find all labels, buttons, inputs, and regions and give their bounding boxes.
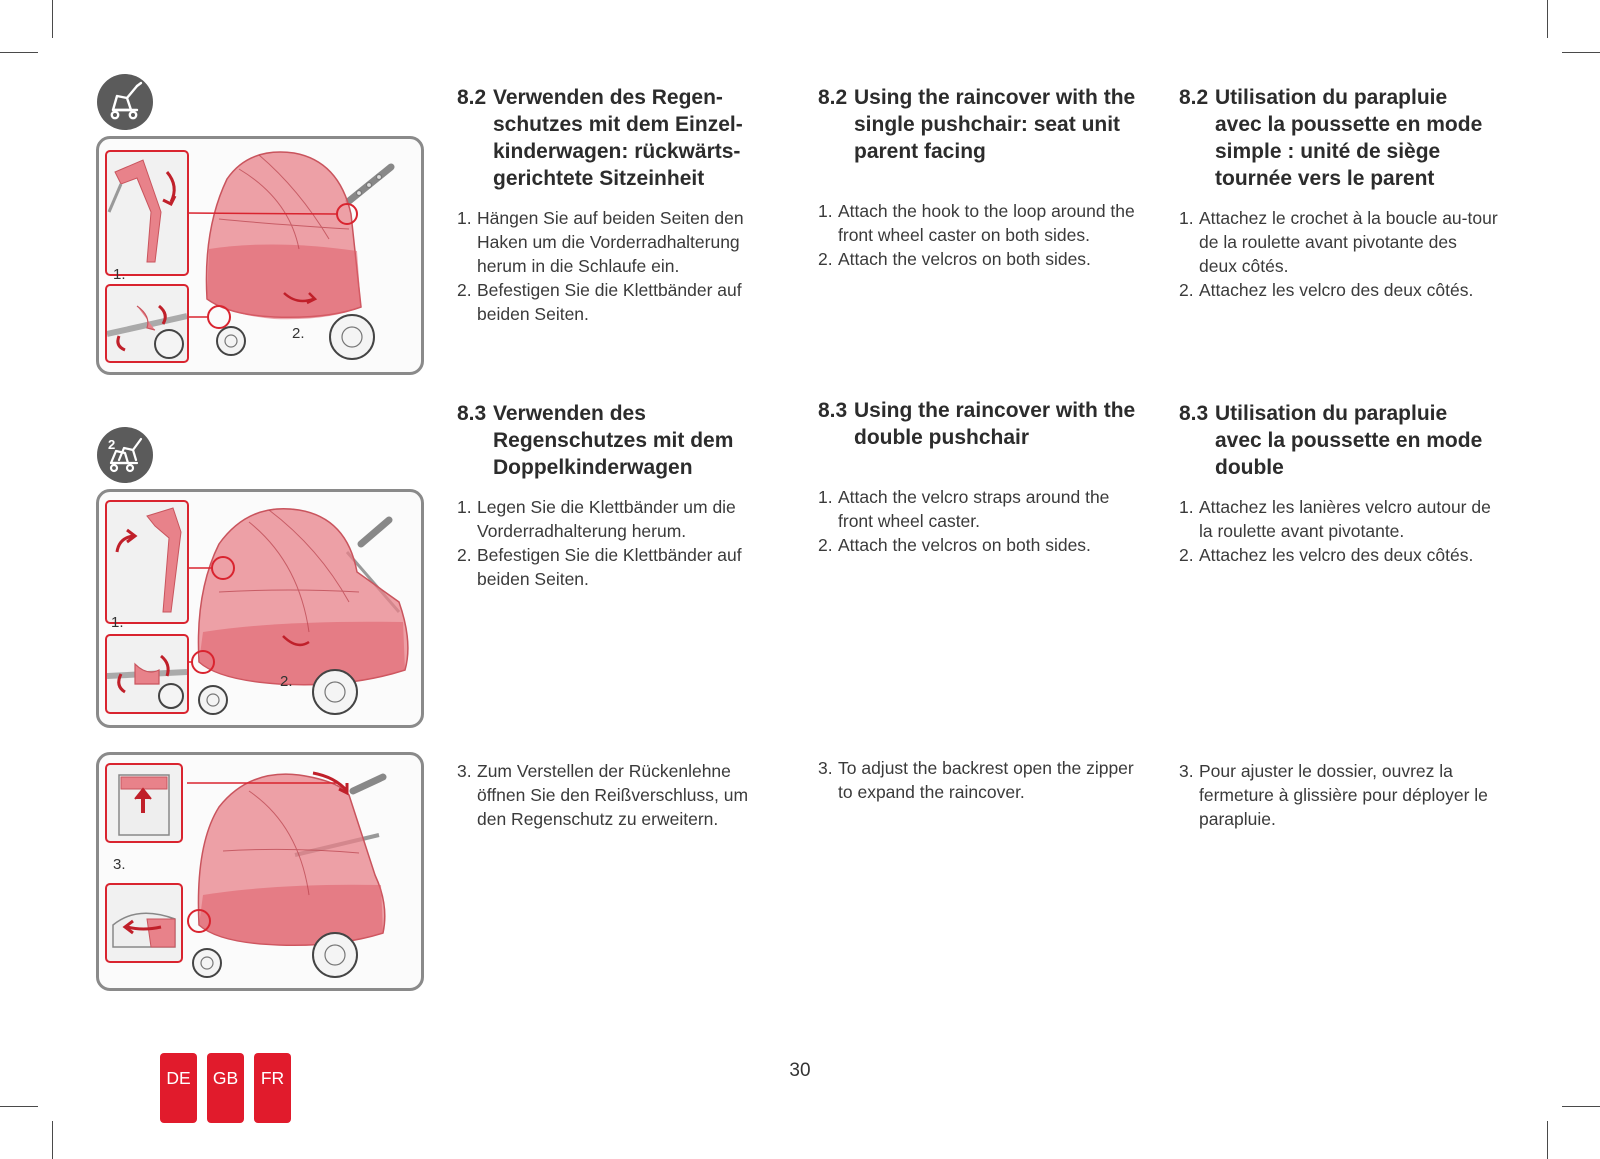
step-3-fr	[1179, 759, 1499, 831]
step-list	[1179, 206, 1499, 302]
step-3-de	[457, 759, 777, 831]
detail-inset-hook	[105, 150, 189, 276]
section-8-2-fr	[1179, 84, 1499, 302]
detail-inset-velcro	[105, 284, 189, 363]
list-item: 1. Hängen Sie auf beiden Seiten den Haken um die Vorderradhalterung herum in die Schlaufe ein.	[457, 208, 744, 276]
step-list	[1179, 495, 1499, 567]
figure-double-raincover	[96, 489, 424, 728]
section-8-3-gb	[818, 397, 1138, 557]
svg-text:2: 2	[108, 437, 116, 452]
section-title: Verwenden des Regenschutzes mit dem Doppelkinderwagen	[493, 402, 734, 479]
section-heading: 8.2 Verwenden des Regen-schutzes mit dem Einzel-kinderwagen: rückwärts-gerichtete Sitzeinheit	[457, 86, 743, 190]
list-item: 3. To adjust the backrest open the zipper to expand the raincover.	[818, 758, 1134, 802]
list-item: 2. Attach the velcros on both sides.	[818, 535, 1091, 555]
step-list	[1179, 759, 1499, 831]
section-title: Using the raincover with the single pushchair: seat unit parent facing	[854, 86, 1136, 163]
section-title: Utilisation du parapluie avec la poussette en mode simple : unité de siège tournée vers le parent	[1215, 86, 1483, 190]
list-item: 2. Befestigen Sie die Klettbänder auf beiden Seiten.	[457, 545, 742, 589]
language-tab-de[interactable]: DE	[160, 1053, 197, 1123]
detail-inset-strap	[105, 500, 189, 624]
section-heading: 8.3 Utilisation du parapluie avec la poussette en mode double	[1179, 402, 1483, 479]
list-item: 1. Attach the hook to the loop around the front wheel caster on both sides.	[818, 201, 1135, 245]
step-list	[818, 485, 1138, 557]
section-title: Using the raincover with the double pushchair	[854, 399, 1136, 449]
section-8-3-de	[457, 400, 777, 591]
step-list	[818, 199, 1138, 271]
figure-backrest-zipper	[96, 752, 424, 991]
crop-mark	[1547, 0, 1548, 38]
language-tab-fr[interactable]: FR	[254, 1053, 291, 1123]
step-label: 2.	[280, 673, 293, 690]
step-label: 3.	[113, 856, 126, 873]
crop-mark	[0, 52, 38, 53]
detail-inset-caster	[105, 634, 189, 714]
step-list	[457, 759, 777, 831]
section-8-2-de	[457, 84, 777, 326]
page-number: 30	[789, 1060, 811, 1081]
list-item: 3. Pour ajuster le dossier, ouvrez la fermeture à glissière pour déployer le parapluie.	[1179, 761, 1488, 829]
section-title: Verwenden des Regen-schutzes mit dem Einzel-kinderwagen: rückwärts-gerichtete Sitzeinheit	[493, 86, 743, 190]
crop-mark	[52, 0, 53, 38]
step-label: 2.	[292, 325, 305, 342]
double-pushchair-icon	[97, 427, 153, 483]
crop-mark	[1562, 52, 1600, 53]
list-item: 1. Attachez les lanières velcro autour de la roulette avant pivotante.	[1179, 497, 1491, 541]
list-item: 2. Attachez les velcro des deux côtés.	[1179, 545, 1474, 565]
section-heading: 8.3 Verwenden des Regenschutzes mit dem Doppelkinderwagen	[457, 402, 734, 479]
single-pushchair-icon	[97, 74, 153, 130]
crop-mark	[1547, 1121, 1548, 1159]
crop-mark	[52, 1121, 53, 1159]
detail-inset-zipper	[105, 883, 183, 963]
section-title: Utilisation du parapluie avec la poussette en mode double	[1215, 402, 1483, 479]
list-item: 1. Legen Sie die Klettbänder um die Vorderradhalterung herum.	[457, 497, 736, 541]
list-item: 2. Attach the velcros on both sides.	[818, 249, 1091, 269]
step-list	[818, 756, 1138, 804]
step-label: 1.	[111, 614, 124, 631]
step-label: 1.	[113, 266, 126, 283]
section-8-3-fr	[1179, 400, 1499, 567]
list-item: 2. Attachez les velcro des deux côtés.	[1179, 280, 1474, 300]
detail-inset-backrest	[105, 763, 183, 843]
step-list	[457, 495, 777, 591]
language-tab-gb[interactable]: GB	[207, 1053, 244, 1123]
step-list	[457, 206, 777, 326]
crop-mark	[0, 1106, 38, 1107]
section-8-2-gb	[818, 84, 1138, 271]
list-item: 2. Befestigen Sie die Klettbänder auf beiden Seiten.	[457, 280, 742, 324]
step-3-gb	[818, 756, 1138, 804]
section-heading: 8.3 Using the raincover with the double pushchair	[818, 399, 1136, 449]
section-heading: 8.2 Utilisation du parapluie avec la poussette en mode simple : unité de siège tournée vers le parent	[1179, 86, 1483, 190]
list-item: 1. Attachez le crochet à la boucle au-tour de la roulette avant pivotante des deux côtés.	[1179, 208, 1498, 276]
list-item: 1. Attach the velcro straps around the front wheel caster.	[818, 487, 1110, 531]
section-heading: 8.2 Using the raincover with the single pushchair: seat unit parent facing	[818, 86, 1136, 163]
crop-mark	[1562, 1106, 1600, 1107]
figure-single-raincover	[96, 136, 424, 375]
list-item: 3. Zum Verstellen der Rückenlehne öffnen Sie den Reißverschluss, um den Regenschutz zu erweitern.	[457, 761, 749, 829]
